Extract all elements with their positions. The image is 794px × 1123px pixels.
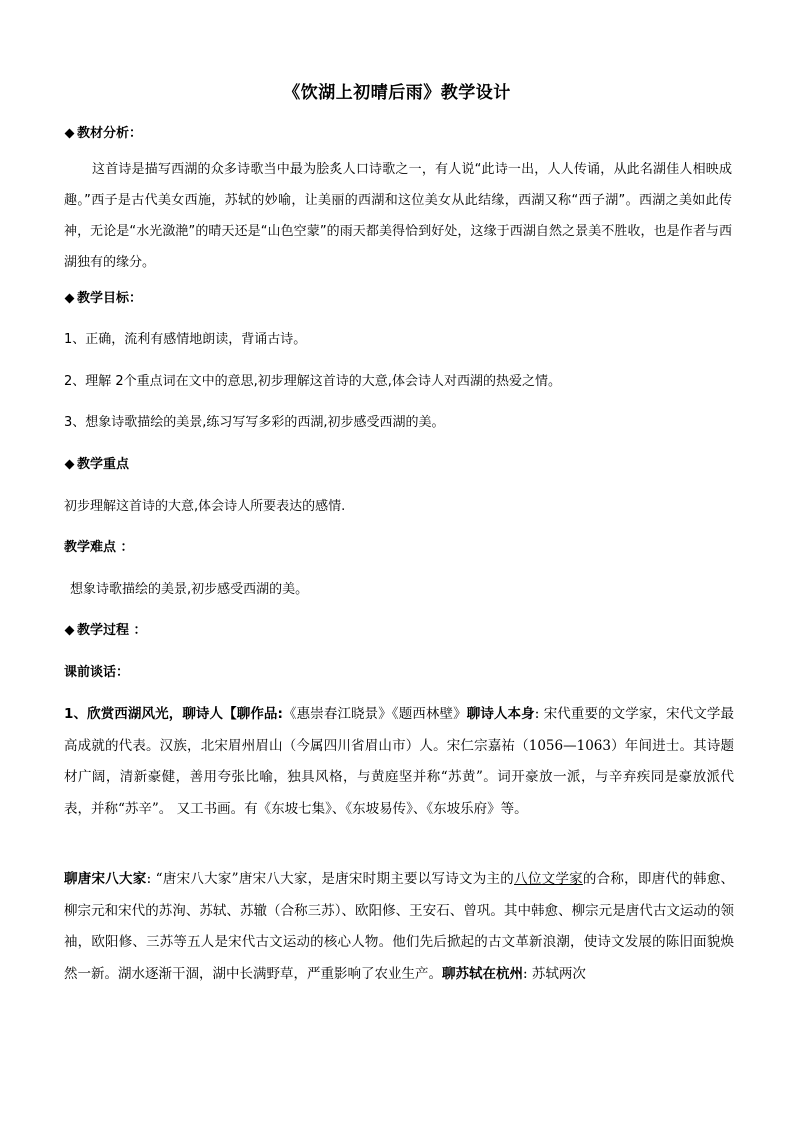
eight-masters-paragraph: 聊唐宋八大家: “唐宋八大家”唐宋八大家，是唐宋时期主要以写诗文为主的八位文学家的合称，即唐代的韩愈、柳宗元和宋代的苏洵、苏轼、苏辙（合称三苏）、欧阳修、王安石、曾巩。其中韩愈、柳宗元是唐代古文运动的领袖，欧阳修、三苏等五人是宋代古文运动的核心人物。他们先后掀起的古文革新浪潮，使诗文发展的陈旧面貌焕然一新。湖水逐渐干涸，湖中长满野草，严重影响了农业生产。聊苏轼在杭州: 苏轼两次 [64, 871, 734, 982]
section-heading-pre-class-talk: 课前谈话： [64, 665, 130, 680]
diamond-bullet-icon [65, 128, 75, 138]
goal-item-2: 2、理解 2个重点词在文中的意思,初步理解这首诗的大意,体会诗人对西湖的热爱之情。 [64, 374, 561, 389]
section-heading-teaching-focus: 教学重点 [64, 455, 732, 475]
teaching-difficulty-text: 想象诗歌描绘的美景,初步感受西湖的美。 [70, 582, 309, 597]
goal-item-3: 3、想象诗歌描绘的美景,练习写写多彩的西湖,初步感受西湖的美。 [64, 415, 445, 430]
section-heading-teaching-process: 教学过程 ： [64, 621, 732, 641]
section-heading-teaching-goals: 教学目标： [64, 289, 732, 309]
poet-intro-paragraph: 1、欣赏西湖风光，聊诗人【聊作品:《惠崇春江晓景》《题西林壁》聊诗人本身: 宋代重要的文学家，宋代文学最高成就的代表。汉族，北宋眉州眉山（今属四川省眉山市）人。宋仁宗嘉祐（1056—1063）年间进士。其诗题材广阔，清新豪健，善用夸张比喻，独具风格，与黄庭坚并称“苏黄”。词开豪放一派，与辛弃疾同是豪放派代表，并称“苏辛”。 又工书画。有《东坡七集》、《东坡易传》、《东坡乐府》等。 [64, 706, 735, 817]
diamond-bullet-icon [65, 293, 75, 303]
eight-writers-link[interactable]: 八位文学家 [514, 871, 583, 887]
diamond-bullet-icon [65, 459, 75, 469]
teaching-focus-text: 初步理解这首诗的大意,体会诗人所要表达的感情. [64, 499, 346, 514]
page-title: 《饮湖上初晴后雨》教学设计 [283, 83, 511, 103]
diamond-bullet-icon [65, 625, 75, 635]
section-heading-textbook-analysis: 教材分析： [64, 124, 732, 144]
section-heading-teaching-difficulty: 教学难点 ： [64, 540, 134, 555]
goal-item-1: 1、正确，流利有感情地朗读，背诵古诗。 [64, 332, 307, 347]
textbook-analysis-paragraph: 这首诗是描写西湖的众多诗歌当中最为脍炙人口诗歌之一，有人说“此诗一出，人人传诵，从此名湖佳人相映成趣。”西子是古代美女西施，苏轼的妙喻，让美丽的西湖和这位美女从此结缘，西湖又称“西子湖”。西湖之美如此传神，无论是“水光潋滟”的晴天还是“山色空蒙”的雨天都美得恰到好处，这缘于西湖自然之景美不胜收，也是作者与西湖独有的缘分。 [64, 162, 732, 270]
